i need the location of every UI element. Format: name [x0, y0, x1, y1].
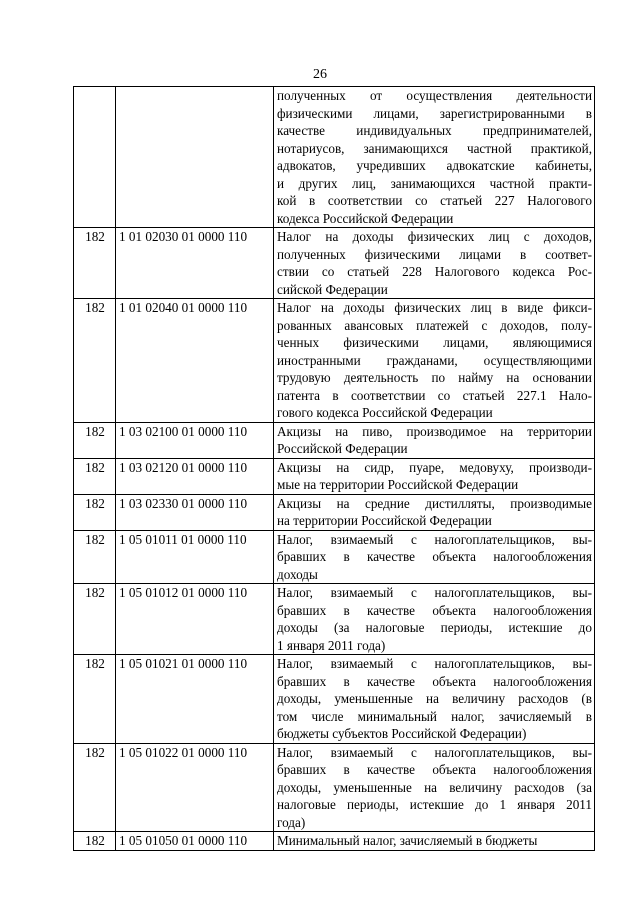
description-line: гового кодекса Российской Федерации [277, 405, 493, 420]
description-line: качестве индивидуальных предпринимателей, [277, 123, 592, 138]
description-line: 1 января 2011 года) [277, 637, 386, 653]
description-line: кодекса Российской Федерации [277, 210, 454, 226]
description-line: Минимальный налог, зачисляемый в бюджеты [277, 833, 538, 848]
admin-code-cell [74, 87, 116, 228]
admin-code-cell: 182 [74, 655, 116, 744]
description-line: том числе минимальный налог, зачисляемый в [277, 708, 592, 724]
description-line: ченных физическими лицами, являющимися [277, 335, 592, 350]
description-line: Налог, взимаемый с налогоплательщиков, вы- [277, 531, 592, 547]
budget-classification-code-cell: 1 03 02330 01 0000 110 [116, 494, 274, 530]
description-line: нотариусов, занимающихся частной практикой, [277, 140, 592, 156]
admin-code-cell: 182 [74, 458, 116, 494]
budget-classification-code-cell: 1 01 02030 01 0000 110 [116, 228, 274, 299]
description-line: Акцизы на пиво, производимое на территории [277, 423, 592, 439]
description-line: кой в соответствии со статьей 227 Налогового [277, 193, 592, 208]
description-line: Акцизы на средние дистилляты, производимые [277, 495, 592, 511]
description-line: Налог, взимаемый с налогоплательщиков, вы- [277, 744, 592, 760]
budget-classification-code-cell: 1 05 01012 01 0000 110 [116, 584, 274, 655]
page-number: 26 [313, 67, 327, 82]
description-line: бравших в качестве объекта налогообложения [277, 549, 592, 564]
description-cell [274, 655, 595, 744]
description-line: иностранными гражданами, осуществляющими [277, 352, 592, 368]
description-cell [274, 299, 595, 423]
budget-classification-code-cell: 1 05 01021 01 0000 110 [116, 655, 274, 744]
budget-classification-code-cell: 1 05 01022 01 0000 110 [116, 743, 274, 832]
admin-code-cell: 182 [74, 422, 116, 458]
admin-code-cell: 182 [74, 584, 116, 655]
description-line: доходы, уменьшенные на величину расходов (за [277, 779, 592, 795]
description-line: бравших в качестве объекта налогообложения [277, 602, 592, 618]
description-line: и других лиц, занимающихся частной практи- [277, 175, 592, 191]
budget-classification-code-cell: 1 01 02040 01 0000 110 [116, 299, 274, 423]
budget-classification-code-cell: 1 05 01050 01 0000 110 [116, 832, 274, 851]
table-row [74, 530, 595, 584]
description-line: рованных авансовых платежей с доходов, полу- [277, 317, 592, 333]
description-line: адвокатов, учредивших адвокатские кабинеты, [277, 158, 592, 173]
description-line: Акцизы на сидр, пуаре, медовуху, производи- [277, 459, 592, 475]
budget-classification-code-cell: 1 03 02120 01 0000 110 [116, 458, 274, 494]
description-line: доходы, уменьшенные на величину расходов (в [277, 691, 592, 706]
description-line: доходы [277, 566, 318, 582]
table-row [74, 87, 595, 228]
description-cell [274, 530, 595, 584]
description-cell [274, 832, 595, 851]
admin-code-cell: 182 [74, 743, 116, 832]
description-line: сийской Федерации [277, 281, 388, 297]
table-row [74, 458, 595, 494]
admin-code-cell: 182 [74, 299, 116, 423]
table-row [74, 299, 595, 423]
description-cell [274, 422, 595, 458]
table-row [74, 228, 595, 299]
description-line: физическими лицами, зарегистрированными в [277, 105, 592, 121]
admin-code-cell: 182 [74, 228, 116, 299]
description-cell [274, 87, 595, 228]
description-line: ствии со статьей 228 Налогового кодекса Рос- [277, 264, 592, 279]
description-cell [274, 228, 595, 299]
description-line: налоговые периоды, истекшие до 1 января 2011 [277, 797, 592, 812]
admin-code-cell: 182 [74, 494, 116, 530]
table-row [74, 422, 595, 458]
description-line: Налог на доходы физических лиц с доходов, [277, 229, 592, 244]
description-line: Российской Федерации [277, 441, 408, 456]
description-cell [274, 584, 595, 655]
description-line: мые на территории Российской Федерации [277, 477, 519, 492]
budget-classification-code-cell: 1 03 02100 01 0000 110 [116, 422, 274, 458]
description-line: года) [277, 814, 306, 830]
description-line: бюджеты субъектов Российской Федерации) [277, 726, 527, 741]
table-body [74, 87, 595, 851]
description-line: на территории Российской Федерации [277, 513, 492, 528]
description-line: полученных от осуществления деятельности [277, 88, 592, 103]
description-cell [274, 743, 595, 832]
budget-codes-table [73, 86, 595, 851]
table-row [74, 743, 595, 832]
table-row [74, 832, 595, 851]
table-row [74, 655, 595, 744]
table-row [74, 584, 595, 655]
description-cell [274, 494, 595, 530]
description-line: Налог, взимаемый с налогоплательщиков, вы- [277, 656, 592, 671]
table-row [74, 494, 595, 530]
budget-classification-code-cell [116, 87, 274, 228]
description-line: Налог на доходы физических лиц в виде фикси- [277, 300, 592, 315]
admin-code-cell: 182 [74, 832, 116, 851]
description-line: бравших в качестве объекта налогообложения [277, 762, 592, 777]
description-line: Налог, взимаемый с налогоплательщиков, вы- [277, 585, 592, 600]
description-line: бравших в качестве объекта налогообложения [277, 673, 592, 689]
description-line: трудовую деятельность по найму на основании [277, 370, 592, 385]
budget-classification-code-cell: 1 05 01011 01 0000 110 [116, 530, 274, 584]
description-cell [274, 458, 595, 494]
description-line: патента в соответствии со статьей 227.1 Нало- [277, 387, 592, 403]
description-line: доходы (за налоговые периоды, истекшие до [277, 620, 592, 635]
description-line: полученных физическими лицами в соответ- [277, 246, 592, 262]
admin-code-cell: 182 [74, 530, 116, 584]
